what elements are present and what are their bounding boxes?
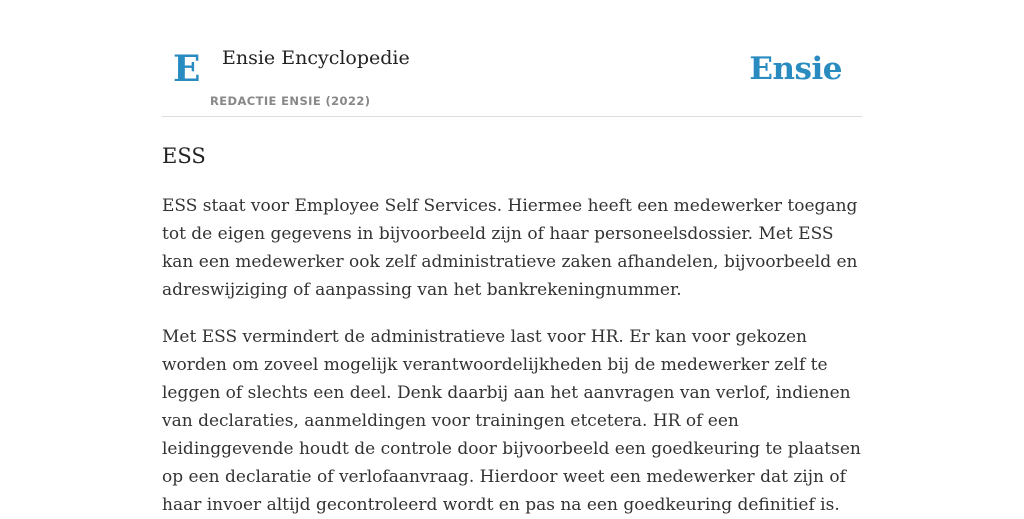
article-header: [162, 0, 862, 117]
article-term: ESS: [162, 144, 206, 168]
encyclopedia-title[interactable]: Ensie Encyclopedie: [222, 47, 410, 69]
article-page: [162, 0, 862, 515]
author-line: REDACTIE ENSIE (2022): [210, 94, 371, 108]
ensie-brand-logo[interactable]: Ensie: [749, 51, 842, 87]
article-paragraph: Met ESS vermindert de administratieve last voor HR. Er kan voor gekozen worden om zoveel mogelijk verantwoordelijkheden bij de medewerker zelf te leggen of slechts een deel. Denk daarbij aan het aanvragen van verlof, indienen van declaraties, aanmeldingen voor trainingen etcetera. HR of een leidinggevende houdt de controle door bijvoorbeeld een goedkeuring te plaatsen op een declaratie of verlofaanvraag. Hierdoor weet een medewerker dat zijn of haar invoer altijd gecontroleerd wordt en pas na een goedkeuring definitief is.: [162, 327, 861, 515]
article-paragraph: ESS staat voor Employee Self Services. Hiermee heeft een medewerker toegang tot de eigen gegevens in bijvoorbeeld zijn of haar personeelsdossier. Met ESS kan een medewerker ook zelf administratieve zaken afhandelen, bijvoorbeeld en adreswijziging of aanpassing van het bankrekeningnummer.: [162, 196, 858, 300]
ensie-e-logo-icon: E: [173, 48, 201, 90]
